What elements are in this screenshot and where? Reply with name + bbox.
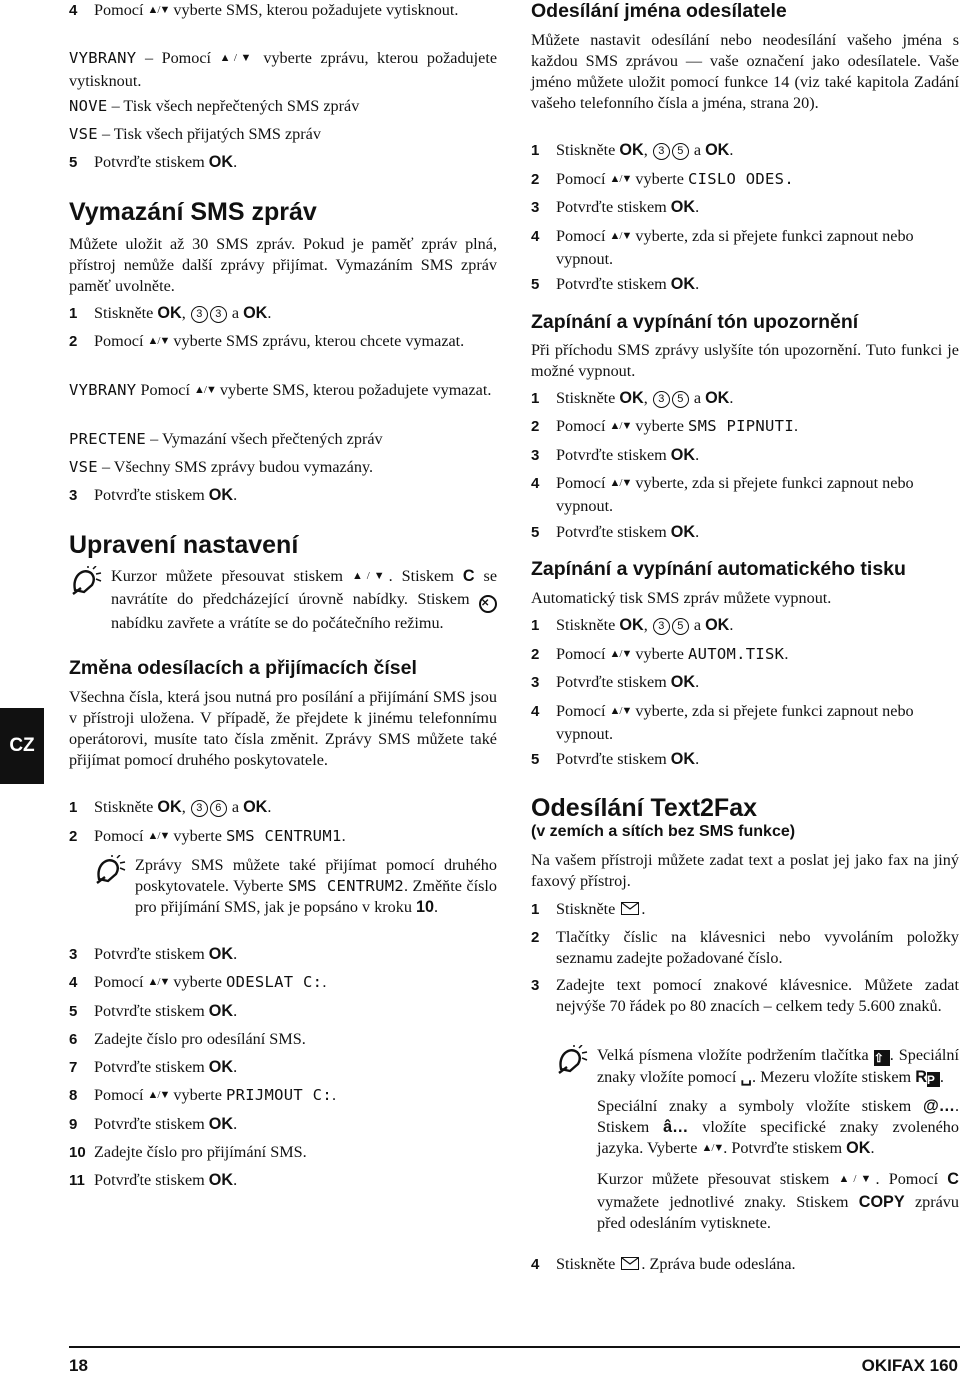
tip-paragraph-1 <box>597 1045 959 1088</box>
tisk-step-5 <box>531 749 959 770</box>
step-reference: 10 <box>416 898 435 916</box>
step-number: 9 <box>69 1116 78 1133</box>
zmena-step-9 <box>69 1114 497 1135</box>
text: . <box>233 153 238 171</box>
text: . Mezeru vložíte stiskem <box>752 1068 916 1086</box>
ok-key: OK <box>243 798 268 816</box>
text: vyberte SMS, kterou požadujete vymazat. <box>215 381 492 399</box>
text: vyberte <box>169 1086 226 1104</box>
text2fax-intro: Na vašem přístroji můžete zadat text a poslat jej jako fax na jiný faxový přístroj. <box>531 851 959 890</box>
text: . <box>341 827 346 845</box>
envelope-icon <box>621 902 639 915</box>
lightbulb-tip-icon <box>69 566 111 634</box>
text: Potvrďte stiskem <box>556 446 671 464</box>
text: . <box>233 1058 238 1076</box>
ok-key: OK <box>705 616 730 634</box>
text2fax-step-4 <box>531 1254 959 1275</box>
stop-icon: ✕ <box>479 595 497 613</box>
ok-key: OK <box>208 1002 234 1020</box>
heading-zmena: Změna odesílacích a přijímacích čísel <box>69 657 417 679</box>
text: se navrátíte do předcházející úrovně nabídky. Stiskem <box>111 567 498 608</box>
text: vyberte, zda si přejete funkci zapnout nebo vypnout. <box>556 702 914 743</box>
option-vybrany <box>69 48 497 92</box>
jmeno-step-3 <box>531 197 959 218</box>
ton-step-4 <box>531 473 959 517</box>
step-number: 1 <box>531 617 540 634</box>
text: . <box>729 141 734 159</box>
zmena-step-1: 1 Stiskněte OK, 3 6 a OK. <box>69 798 272 816</box>
at-key: @… <box>922 1097 955 1115</box>
up-down-arrows-icon: ▲/▼ <box>147 830 170 842</box>
up-down-arrows-icon: ▲/▼ <box>609 230 632 242</box>
tip-zmena <box>69 855 497 918</box>
ok-key: OK <box>619 389 644 407</box>
ok-key: OK <box>670 750 696 768</box>
text: . <box>233 1002 238 1020</box>
text: Kurzor můžete přesouvat stiskem <box>111 567 352 585</box>
ok-key: OK <box>208 153 234 171</box>
key-3: 3 <box>210 306 227 323</box>
text2fax-step-3 <box>531 975 959 1017</box>
text: Pomocí <box>94 332 148 350</box>
text: – Tisk všech nepřečtených SMS zpráv <box>107 97 360 115</box>
text: . <box>695 673 700 691</box>
option-vse <box>69 124 497 145</box>
text: . <box>695 198 700 216</box>
up-down-arrows-icon: ▲/▼ <box>609 477 632 489</box>
text: . <box>793 417 798 435</box>
text: vyberte, zda si přejete funkci zapnout nebo vypnout. <box>556 227 914 268</box>
text: . <box>784 645 789 663</box>
zmena-step-5 <box>69 1001 497 1022</box>
zmena-step-10 <box>69 1142 497 1163</box>
key-5: 5 <box>672 618 689 635</box>
text: . <box>695 275 700 293</box>
text: vyberte <box>631 645 688 663</box>
vymazani-intro: Můžete uložit až 30 SMS zpráv. Pokud je paměť zpráv plná, přístroj nemůže další zprávy přijímat. Vymazáním SMS zpráv paměť uvolněte. <box>69 235 497 295</box>
ok-key: OK <box>208 945 234 963</box>
key-5: 5 <box>672 143 689 160</box>
step-number: 3 <box>69 946 78 963</box>
model-name: OKIFAX 160 <box>861 1356 958 1375</box>
text: Zadejte číslo pro přijímání SMS. <box>94 1143 307 1161</box>
space-key-icon: ␣ <box>740 1067 752 1086</box>
ok-key: OK <box>846 1139 871 1157</box>
ok-key: OK <box>670 523 696 541</box>
text: vyberte <box>169 827 226 845</box>
text: . Stiskem <box>388 567 463 585</box>
step-number: 1 <box>531 901 540 918</box>
text: Potvrďte stiskem <box>94 1058 209 1076</box>
vymazani-step-2 <box>69 331 497 354</box>
text: Velká písmena vložíte podržením tlačítka <box>597 1046 874 1064</box>
text: – Vymazání všech přečtených zpráv <box>146 430 383 448</box>
heading-tisk: Zapínání a vypínání automatického tisku <box>531 558 906 580</box>
step-number: 7 <box>69 1059 78 1076</box>
text: . Změňte číslo pro přijímání SMS, jak je popsáno v kroku <box>135 877 497 916</box>
text: Stiskněte <box>556 900 620 918</box>
text: . <box>939 1068 944 1086</box>
text: . <box>695 523 700 541</box>
c-key: C <box>947 1170 959 1188</box>
text: . <box>233 1115 238 1133</box>
odesilani-jmena-intro: Můžete nastavit odesílání nebo neodesílání vašeho jména s každou SMS zprávou — vaše označení jako odesílatele. Vaše jméno můžete uložit pomocí funkce 14 (viz také kapitola Zadání vašeho telefonního čísla a jména, strana 20). <box>531 31 959 112</box>
text: . <box>695 446 700 464</box>
heading-ton: Zapínání a vypínání tón upozornění <box>531 311 859 333</box>
jmeno-step-5 <box>531 274 959 295</box>
ok-key: OK <box>619 616 644 634</box>
ok-key: OK <box>208 1058 234 1076</box>
step-number: 1 <box>69 799 78 816</box>
ok-key: OK <box>208 1115 234 1133</box>
step-number: 3 <box>531 674 540 691</box>
step-number: 5 <box>69 154 78 171</box>
step-number: 2 <box>531 418 540 435</box>
menu-label: VSE <box>69 458 98 476</box>
menu-label: VSE <box>69 125 98 143</box>
heading-vymazani: Vymazání SMS zpráv <box>69 198 317 226</box>
envelope-icon <box>621 1257 639 1270</box>
text: Potvrďte stiskem <box>556 523 671 541</box>
key-3: 3 <box>653 143 670 160</box>
text: vyberte zprávu, kterou požadujete vytisknout. <box>69 49 497 90</box>
tisk-step-4 <box>531 701 959 745</box>
step-number: 4 <box>531 703 540 720</box>
text: Stiskněte <box>94 798 158 816</box>
up-down-arrows-icon: ▲/▼ <box>147 335 170 347</box>
text: Kurzor můžete přesouvat stiskem <box>597 1170 839 1188</box>
up-down-arrows-icon: ▲/▼ <box>609 420 632 432</box>
text: vyberte <box>631 417 688 435</box>
tisk-intro: Automatický tisk SMS zpráv můžete vypnout. <box>531 589 832 607</box>
menu-label: SMS CENTRUM1 <box>226 827 342 845</box>
text: – Pomocí <box>136 49 220 67</box>
text: nabídku zavřete a vrátíte se do počátečního režimu. <box>111 614 444 632</box>
text: vložíte specifické znaky zvoleného jazyka. Vyberte <box>597 1118 959 1157</box>
menu-label: AUTOM.TISK <box>688 645 785 663</box>
text: Zadejte text pomocí znakové klávesnice. Můžete zadat nejvýše 70 řádek po 80 znacích – celkem tedy 5.600 znaků. <box>556 976 959 1015</box>
text: . Speciální znaky vložíte pomocí <box>597 1046 959 1086</box>
up-down-arrows-icon: ▲/▼ <box>147 1089 170 1101</box>
up-down-arrows-icon: ▲/▼ <box>351 570 389 582</box>
text: . Stiskem <box>597 1097 959 1136</box>
accent-key: â… <box>663 1118 689 1136</box>
step-number: 4 <box>69 974 78 991</box>
text: . Pomocí <box>875 1170 948 1188</box>
zmena-step-7 <box>69 1057 497 1078</box>
option-vybrany-delete <box>69 380 497 403</box>
up-down-arrows-icon: ▲/▼ <box>219 52 255 64</box>
menu-label: CISLO ODES. <box>688 170 794 188</box>
menu-label: VYBRANY <box>69 381 137 399</box>
key-5: 5 <box>672 391 689 408</box>
c-key: C <box>462 567 475 585</box>
lightbulb-tip-icon <box>69 855 135 918</box>
text: Potvrďte stiskem <box>94 1002 209 1020</box>
text: vyberte SMS, kterou požadujete vytisknout. <box>169 1 459 19</box>
text: Pomocí <box>556 417 610 435</box>
key-3: 3 <box>653 618 670 635</box>
step-number: 5 <box>69 1003 78 1020</box>
jmeno-step-4 <box>531 226 959 270</box>
tip-paragraph-3 <box>597 1169 959 1234</box>
tip-text2fax <box>531 1045 959 1234</box>
step-number: 3 <box>531 977 540 994</box>
text: a <box>689 141 706 159</box>
text: . <box>233 486 238 504</box>
step-number: 6 <box>69 1031 78 1048</box>
text: Speciální znaky a symboly vložíte stiskem <box>597 1097 923 1115</box>
text: – Tisk všech přijatých SMS zpráv <box>97 125 321 143</box>
text: Stiskněte <box>556 616 620 634</box>
text: Pomocí <box>556 170 610 188</box>
text: vyberte <box>169 973 226 991</box>
text: Pomocí <box>556 227 610 245</box>
tisk-step-3 <box>531 672 959 693</box>
text: Pomocí <box>556 702 610 720</box>
zmena-step-3 <box>69 944 497 965</box>
menu-label: VYBRANY <box>69 49 137 67</box>
text: Stiskněte <box>94 304 158 322</box>
text: Pomocí <box>556 474 610 492</box>
text: vyberte <box>631 170 688 188</box>
up-down-arrows-icon: ▲/▼ <box>147 4 170 16</box>
text: Potvrďte stiskem <box>556 198 671 216</box>
up-down-arrows-icon: ▲/▼ <box>147 976 170 988</box>
tip-paragraph-2 <box>597 1096 959 1161</box>
menu-label: PRIJMOUT C: <box>226 1086 332 1104</box>
ok-key: OK <box>670 673 696 691</box>
up-down-arrows-icon: ▲/▼ <box>838 1173 876 1185</box>
step-number: 10 <box>69 1144 86 1161</box>
ok-key: OK <box>670 275 696 293</box>
step-number: 1 <box>531 390 540 407</box>
text: Potvrďte stiskem <box>556 673 671 691</box>
text: Stiskněte <box>556 389 620 407</box>
text: . Potvrďte stiskem <box>723 1139 847 1157</box>
text: Pomocí <box>94 827 148 845</box>
text: . <box>267 304 272 322</box>
text: Tlačítky číslic na klávesnici nebo vyvoláním položky seznamu zadejte požadované číslo. <box>556 928 959 967</box>
key-3: 3 <box>191 800 208 817</box>
lightbulb-tip-icon <box>531 1045 597 1234</box>
text: Pomocí <box>94 1 148 19</box>
up-down-arrows-icon: ▲/▼ <box>701 1142 724 1154</box>
text: . <box>641 900 646 918</box>
step-number: 5 <box>531 751 540 768</box>
text: . <box>233 945 238 963</box>
text: . <box>729 616 734 634</box>
jmeno-step-1: 1 Stiskněte OK, 3 5 a OK. <box>531 141 734 159</box>
p-key-icon: P <box>927 1072 940 1087</box>
step-number: 1 <box>69 305 78 322</box>
step-number: 2 <box>69 828 78 845</box>
zmena-step-11 <box>69 1170 497 1191</box>
heading-odesilani-jmena: Odesílání jména odesílatele <box>531 0 787 22</box>
text: . <box>233 1171 238 1189</box>
ok-key: OK <box>157 798 182 816</box>
up-down-arrows-icon: ▲/▼ <box>609 648 632 660</box>
ton-step-5 <box>531 522 959 543</box>
r-key: R <box>915 1068 927 1086</box>
ok-key: OK <box>208 486 234 504</box>
text: a <box>227 798 244 816</box>
text: Potvrďte stiskem <box>94 1115 209 1133</box>
tisk-step-2 <box>531 644 959 667</box>
text: a <box>227 304 244 322</box>
step-number: 1 <box>531 142 540 159</box>
up-down-arrows-icon: ▲/▼ <box>194 384 216 396</box>
text: Zadejte číslo pro odesílání SMS. <box>94 1030 306 1048</box>
zmena-step-6 <box>69 1029 497 1050</box>
step-number: 2 <box>531 646 540 663</box>
ok-key: OK <box>705 141 730 159</box>
copy-key: COPY <box>858 1193 905 1211</box>
heading-text2fax: Odesílání Text2Fax <box>531 794 758 822</box>
option-prectene <box>69 429 497 450</box>
ton-step-3 <box>531 445 959 466</box>
zmena-step-8 <box>69 1085 497 1108</box>
ok-key: OK <box>670 446 696 464</box>
subheading-text2fax: (v zemích a sítích bez SMS funkce) <box>531 823 796 840</box>
text: Pomocí <box>136 381 194 399</box>
tip-upraveni <box>69 566 497 634</box>
option-nove <box>69 96 497 117</box>
text: – Všechny SMS zprávy budou vymazány. <box>97 458 374 476</box>
key-3: 3 <box>653 391 670 408</box>
step-number: 3 <box>531 199 540 216</box>
ok-key: OK <box>208 1171 234 1189</box>
text: vymažete jednotlivé znaky. Stiskem <box>597 1193 859 1211</box>
step-number: 11 <box>69 1172 85 1189</box>
key-3: 3 <box>191 306 208 323</box>
vymazani-step-1: 1 Stiskněte OK, 3 3 a OK. <box>69 304 272 322</box>
text: Zprávy SMS můžete také přijímat pomocí druhého poskytovatele. Vyberte <box>135 856 497 895</box>
text: Potvrďte stiskem <box>94 486 209 504</box>
step-number: 2 <box>531 929 540 946</box>
text: zprávu před odesláním vytisknete. <box>597 1193 959 1232</box>
ok-key: OK <box>670 198 696 216</box>
text: Stiskněte <box>556 1255 620 1273</box>
step-number: 3 <box>531 447 540 464</box>
ok-key: OK <box>243 304 268 322</box>
zmena-step-2 <box>69 826 497 849</box>
step-number: 4 <box>531 228 540 245</box>
text: vyberte SMS zprávu, kterou chcete vymazat. <box>169 332 465 350</box>
text: Potvrďte stiskem <box>556 750 671 768</box>
text: . <box>870 1139 875 1157</box>
step-number: 5 <box>531 276 540 293</box>
tisk-step-1: 1 Stiskněte OK, 3 5 a OK. <box>531 616 734 634</box>
text: a <box>689 389 706 407</box>
key-6: 6 <box>210 800 227 817</box>
jmeno-step-2 <box>531 169 959 192</box>
text2fax-step-1 <box>531 899 959 920</box>
text: Pomocí <box>94 973 148 991</box>
text: . <box>729 389 734 407</box>
text: Pomocí <box>94 1086 148 1104</box>
zmena-intro: Všechna čísla, která jsou nutná pro posílání a přijímání SMS jsou v přístroji uložena. V případě, že přejdete k jinému telefonnímu operátorovi, musíte tato čísla změnit. Zprávy SMS můžete také přijímat pomocí druhého poskytovatele. <box>69 688 497 769</box>
ok-key: OK <box>157 304 182 322</box>
text: vyberte, zda si přejete funkci zapnout nebo vypnout. <box>556 474 914 515</box>
menu-label: NOVE <box>69 97 108 115</box>
text: . <box>267 798 272 816</box>
step-number: 2 <box>531 171 540 188</box>
ok-key: OK <box>619 141 644 159</box>
text: . <box>434 898 439 916</box>
ok-key: OK <box>705 389 730 407</box>
text2fax-step-2 <box>531 927 959 969</box>
ton-intro: Při příchodu SMS zprávy uslyšíte tón upozornění. Tuto funkci je možné vypnout. <box>531 341 959 380</box>
text: a <box>689 616 706 634</box>
footer-rule <box>69 1346 960 1348</box>
text: . Zpráva bude odeslána. <box>641 1255 796 1273</box>
menu-label: SMS PIPNUTI <box>688 417 794 435</box>
step-number: 5 <box>531 524 540 541</box>
text: . <box>322 973 327 991</box>
step-number: 4 <box>531 475 540 492</box>
menu-label: SMS CENTRUM2 <box>287 877 404 895</box>
shift-key-icon: ⇧ <box>874 1050 890 1066</box>
up-down-arrows-icon: ▲/▼ <box>609 173 632 185</box>
step-5 <box>69 152 497 173</box>
text: Pomocí <box>556 645 610 663</box>
option-vse-delete <box>69 457 497 478</box>
step-number: 4 <box>531 1256 540 1273</box>
page-number: 18 <box>69 1356 88 1375</box>
ton-step-1: 1 Stiskněte OK, 3 5 a OK. <box>531 389 734 407</box>
language-tab: CZ <box>0 708 44 784</box>
step-number: 3 <box>69 487 78 504</box>
text: Potvrďte stiskem <box>94 153 209 171</box>
text: Potvrďte stiskem <box>556 275 671 293</box>
up-down-arrows-icon: ▲/▼ <box>609 705 632 717</box>
text: . <box>695 750 700 768</box>
ton-step-2 <box>531 416 959 439</box>
text: . <box>331 1086 336 1104</box>
text: Stiskněte <box>556 141 620 159</box>
menu-label: ODESLAT C: <box>226 973 323 991</box>
step-number: 2 <box>69 333 78 350</box>
menu-label: PRECTENE <box>69 430 147 448</box>
vymazani-step-3 <box>69 485 497 506</box>
step-number: 8 <box>69 1087 78 1104</box>
heading-upraveni: Upravení nastavení <box>69 531 299 559</box>
step-number: 4 <box>69 2 78 19</box>
zmena-step-4 <box>69 972 497 995</box>
text: Potvrďte stiskem <box>94 945 209 963</box>
text: Potvrďte stiskem <box>94 1171 209 1189</box>
step-4 <box>69 0 497 23</box>
